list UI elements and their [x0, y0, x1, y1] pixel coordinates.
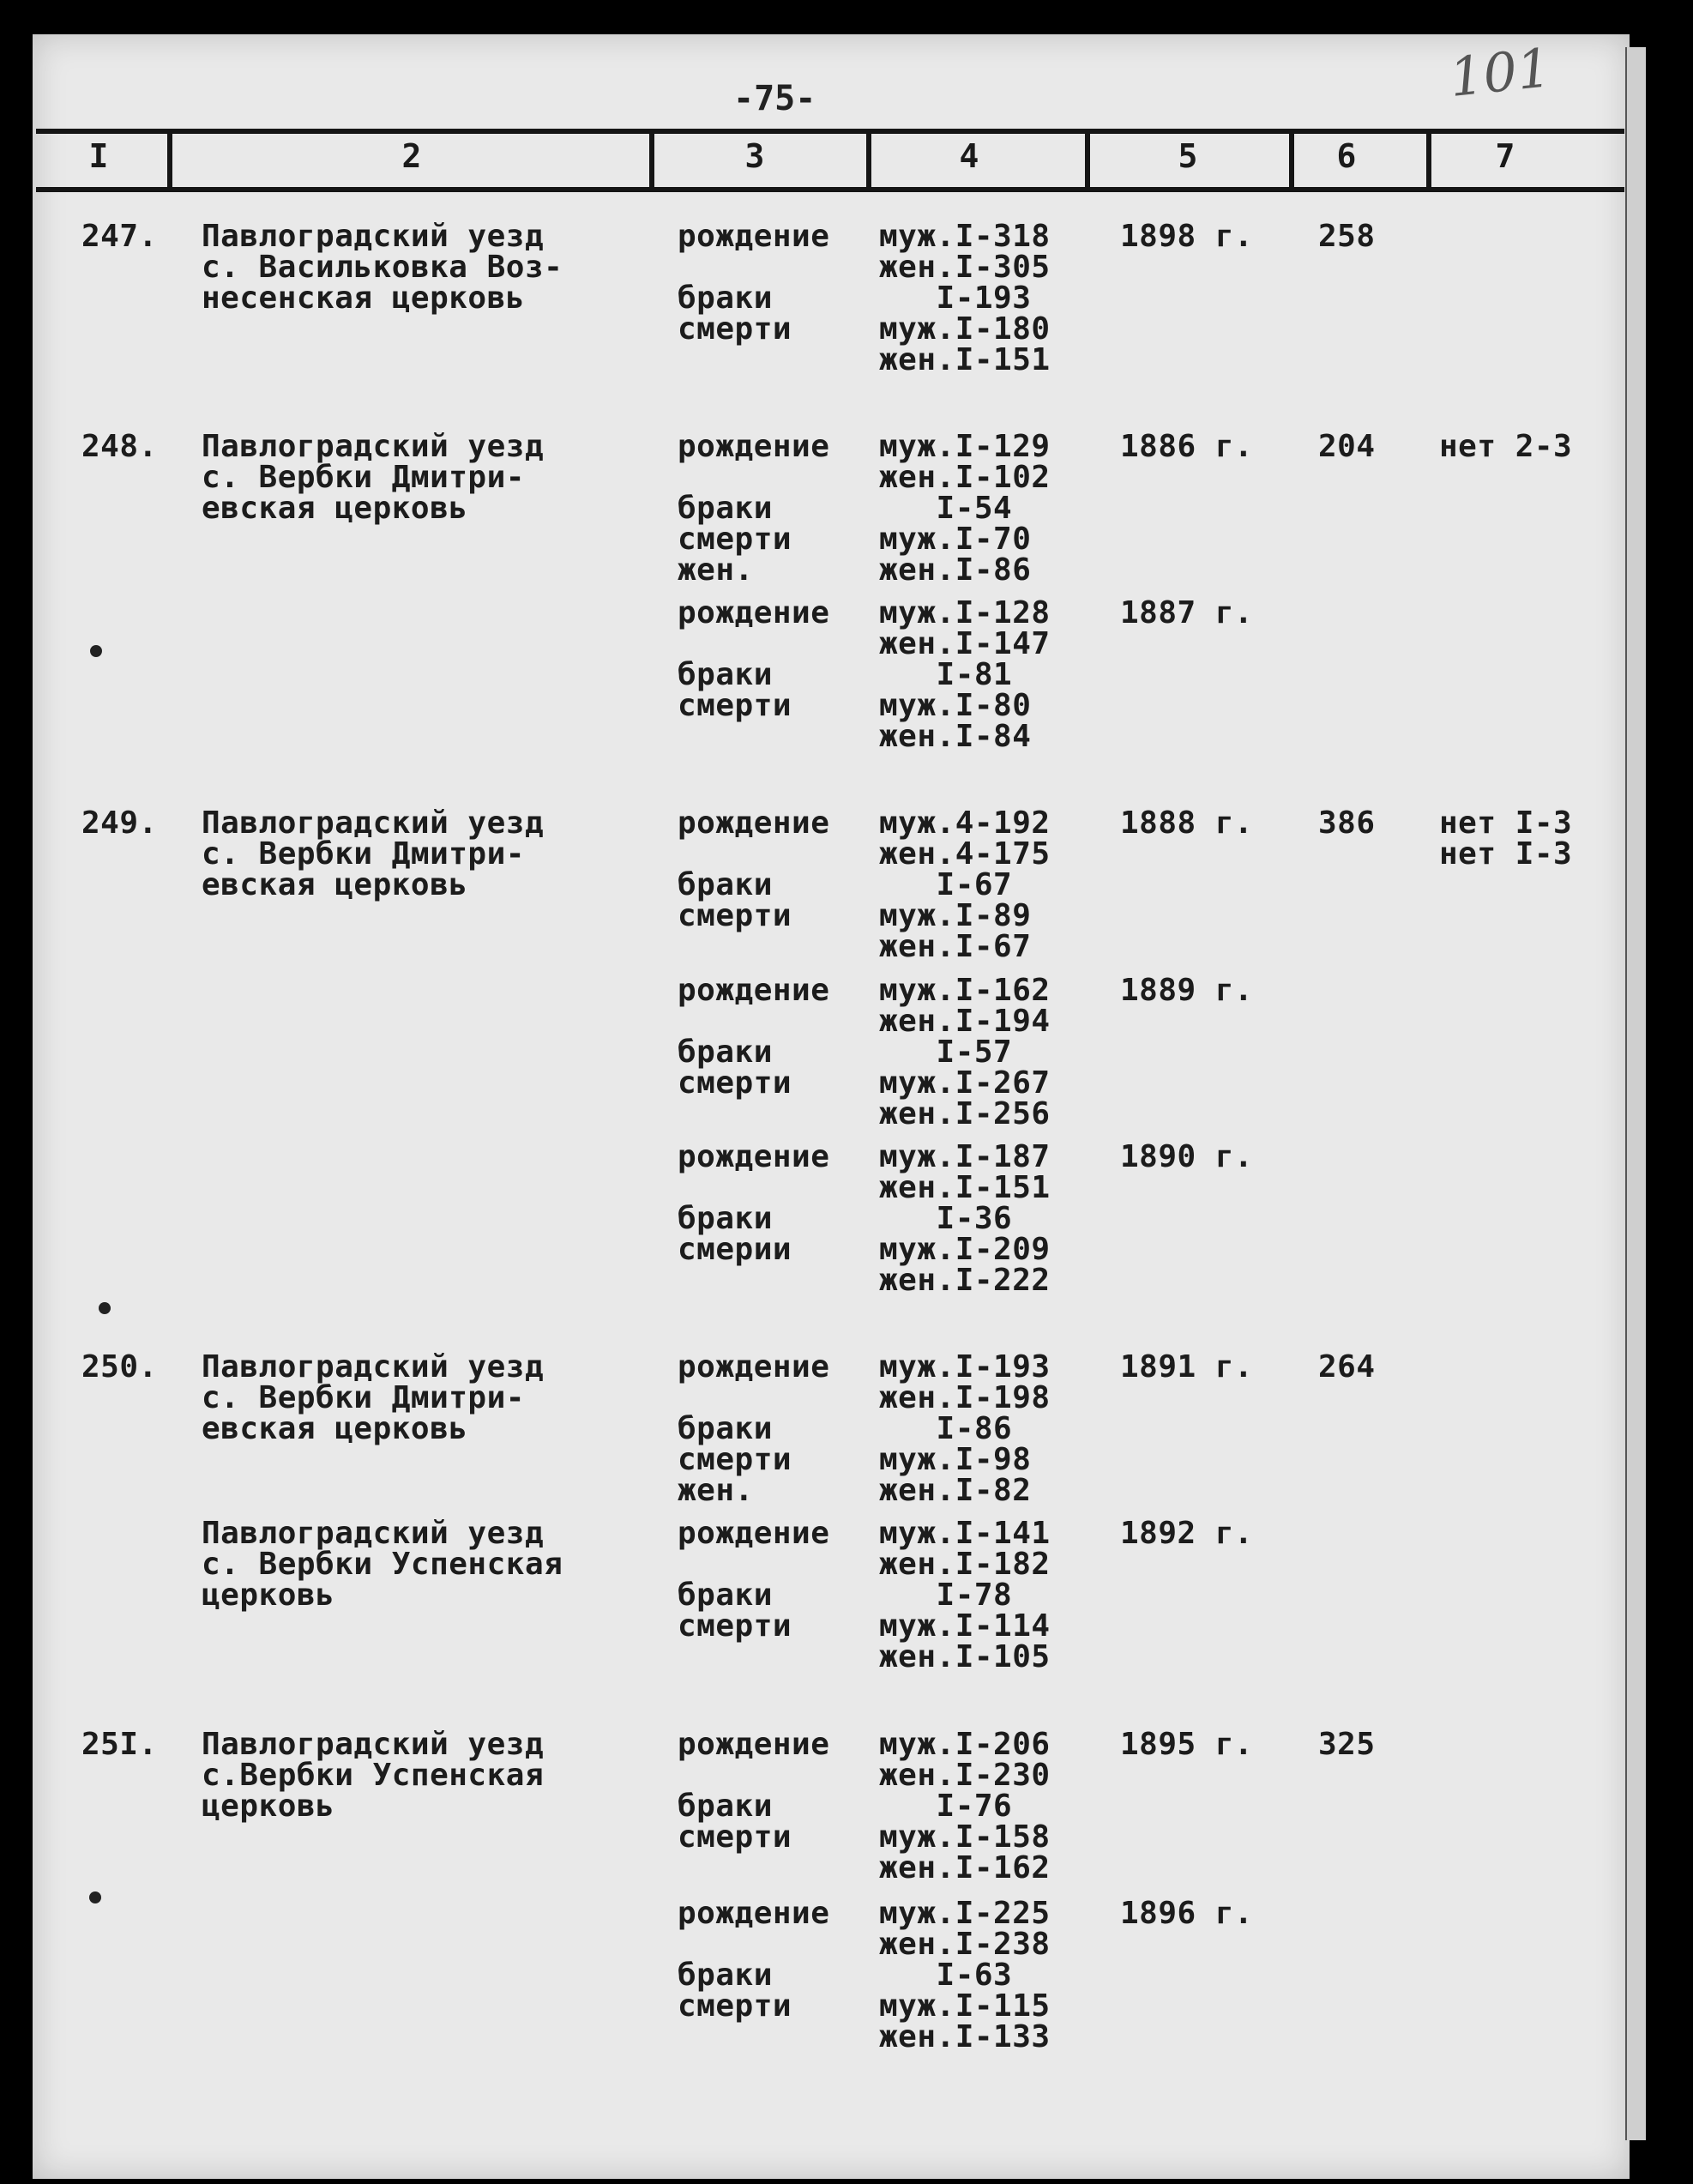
record-count: жен.I-305	[879, 250, 1051, 285]
record-year: 1888 г.	[1120, 805, 1254, 841]
record-count: жен.I-102	[879, 460, 1051, 495]
place-line: Павлоградский уезд	[202, 429, 545, 464]
record-type: браки	[678, 657, 773, 692]
place-line: с. Вербки Успенская	[202, 1547, 563, 1582]
record-type: браки	[678, 1578, 773, 1613]
note: нет I-3	[1439, 805, 1573, 841]
record-year: 1890 г.	[1120, 1139, 1254, 1174]
record-count: I-67	[879, 867, 1013, 902]
record-type: смерти	[678, 522, 792, 557]
place-line: с.Вербки Успенская	[202, 1758, 545, 1793]
record-type: смерти	[678, 311, 792, 347]
place-line: с. Вербки Дмитри-	[202, 460, 525, 495]
row-number: 248.	[81, 429, 158, 464]
record-type: браки	[678, 281, 773, 316]
record-count: I-86	[879, 1411, 1013, 1446]
record-count: муж.I-89	[879, 898, 1032, 933]
place-line: Павлоградский уезд	[202, 1727, 545, 1762]
record-year: 1892 г.	[1120, 1516, 1254, 1551]
page-count: 264	[1318, 1349, 1376, 1385]
record-count: муж.I-187	[879, 1139, 1051, 1174]
column-header-2: 2	[401, 137, 422, 175]
place-line: церковь	[202, 1578, 335, 1613]
place-line: с. Васильковка Воз-	[202, 250, 563, 285]
place-line: церковь	[202, 1789, 335, 1824]
column-header-7: 7	[1495, 137, 1515, 175]
record-count: I-63	[879, 1958, 1013, 1993]
record-count: жен.I-198	[879, 1380, 1051, 1415]
record-type: смерти	[678, 1819, 792, 1855]
row-number: 249.	[81, 805, 158, 841]
place-line: евская церковь	[202, 491, 468, 526]
sheet-number: 101	[1446, 36, 1554, 109]
place-line: Павлоградский уезд	[202, 1349, 545, 1385]
record-count: муж.I-98	[879, 1442, 1032, 1477]
record-type: рождение	[678, 1896, 830, 1931]
record-count: жен.I-151	[879, 342, 1051, 377]
place-line: евская церковь	[202, 1411, 468, 1446]
record-count: муж.I-128	[879, 595, 1051, 630]
header-separator	[649, 129, 654, 189]
top-page-mark: -75-	[733, 79, 816, 118]
record-count: муж.I-114	[879, 1608, 1051, 1644]
record-type: браки	[678, 867, 773, 902]
archive-page	[33, 34, 1630, 2179]
place-line: Павлоградский уезд	[202, 805, 545, 841]
record-count: муж.I-180	[879, 311, 1051, 347]
page-count: 258	[1318, 219, 1376, 254]
record-type: смерти	[678, 898, 792, 933]
page-count: 325	[1318, 1727, 1376, 1762]
record-count: I-36	[879, 1201, 1013, 1236]
page-count: 204	[1318, 429, 1376, 464]
record-year: 1891 г.	[1120, 1349, 1254, 1385]
record-count: муж.4-192	[879, 805, 1051, 841]
record-year: 1895 г.	[1120, 1727, 1254, 1762]
record-count: I-54	[879, 491, 1013, 526]
record-type: браки	[678, 1789, 773, 1824]
record-count: I-81	[879, 657, 1013, 692]
record-count: жен.I-230	[879, 1758, 1051, 1793]
row-number: 25I.	[81, 1727, 158, 1762]
header-top-rule	[36, 129, 1624, 134]
record-type: браки	[678, 1035, 773, 1070]
record-type: рождение	[678, 973, 830, 1008]
record-count: муж.I-115	[879, 1988, 1051, 2024]
record-type: браки	[678, 1201, 773, 1236]
row-number: 247.	[81, 219, 158, 254]
punch-mark	[99, 1302, 111, 1314]
record-year: 1886 г.	[1120, 429, 1254, 464]
record-count: жен.I-67	[879, 929, 1032, 964]
record-type: рождение	[678, 1727, 830, 1762]
note: нет 2-3	[1439, 429, 1573, 464]
record-type: смерти	[678, 1442, 792, 1477]
place-line: с. Вербки Дмитри-	[202, 836, 525, 872]
record-type: рождение	[678, 429, 830, 464]
record-count: I-78	[879, 1578, 1013, 1613]
record-count: муж.I-141	[879, 1516, 1051, 1551]
punch-mark	[90, 645, 102, 657]
column-header-3: 3	[744, 137, 765, 175]
record-count: I-193	[879, 281, 1032, 316]
record-type: рождение	[678, 219, 830, 254]
record-count: муж.I-162	[879, 973, 1051, 1008]
place-line: с. Вербки Дмитри-	[202, 1380, 525, 1415]
row-number: 250.	[81, 1349, 158, 1385]
record-count: муж.I-70	[879, 522, 1032, 557]
record-count: муж.I-206	[879, 1727, 1051, 1762]
record-count: жен.I-238	[879, 1927, 1051, 1962]
place-line: Павлоградский уезд	[202, 1516, 545, 1551]
column-header-1: I	[88, 137, 109, 175]
record-count: жен.I-256	[879, 1096, 1051, 1131]
record-type: жен.	[678, 552, 754, 588]
record-count: жен.I-84	[879, 719, 1032, 754]
header-bottom-rule	[36, 187, 1624, 192]
punch-mark	[89, 1891, 101, 1903]
record-type: рождение	[678, 1349, 830, 1385]
record-count: муж.I-80	[879, 688, 1032, 723]
place-line: евская церковь	[202, 867, 468, 902]
record-count: жен.I-162	[879, 1850, 1051, 1885]
record-count: муж.I-267	[879, 1065, 1051, 1101]
record-type: смерти	[678, 688, 792, 723]
record-count: I-57	[879, 1035, 1013, 1070]
record-type: смерии	[678, 1232, 792, 1267]
record-count: жен.I-194	[879, 1004, 1051, 1039]
record-count: муж.I-158	[879, 1819, 1051, 1855]
header-separator	[1426, 129, 1431, 189]
column-header-5: 5	[1178, 137, 1198, 175]
record-type: рождение	[678, 805, 830, 841]
header-separator	[1085, 129, 1090, 189]
column-header-6: 6	[1336, 137, 1357, 175]
record-count: I-76	[879, 1789, 1013, 1824]
header-separator	[1289, 129, 1294, 189]
record-count: муж.I-193	[879, 1349, 1051, 1385]
record-year: 1889 г.	[1120, 973, 1254, 1008]
record-count: жен.I-133	[879, 2019, 1051, 2054]
note: нет I-3	[1439, 836, 1573, 872]
record-count: жен.I-105	[879, 1639, 1051, 1674]
header-separator	[866, 129, 871, 189]
record-count: жен.I-147	[879, 626, 1051, 661]
record-type: браки	[678, 1958, 773, 1993]
record-type: смерти	[678, 1608, 792, 1644]
record-count: муж.I-318	[879, 219, 1051, 254]
page-edge	[1625, 47, 1646, 2140]
record-year: 1896 г.	[1120, 1896, 1254, 1931]
record-type: смерти	[678, 1065, 792, 1101]
record-type: рождение	[678, 595, 830, 630]
place-line: несенская церковь	[202, 281, 525, 316]
record-type: браки	[678, 491, 773, 526]
record-count: жен.I-82	[879, 1473, 1032, 1508]
page-count: 386	[1318, 805, 1376, 841]
record-count: жен.I-222	[879, 1263, 1051, 1298]
record-type: рождение	[678, 1516, 830, 1551]
record-type: браки	[678, 1411, 773, 1446]
header-separator	[167, 129, 172, 189]
record-type: смерти	[678, 1988, 792, 2024]
record-count: жен.4-175	[879, 836, 1051, 872]
record-count: муж.I-209	[879, 1232, 1051, 1267]
record-type: жен.	[678, 1473, 754, 1508]
place-line: Павлоградский уезд	[202, 219, 545, 254]
record-count: муж.I-129	[879, 429, 1051, 464]
record-type: рождение	[678, 1139, 830, 1174]
record-count: жен.I-182	[879, 1547, 1051, 1582]
record-year: 1887 г.	[1120, 595, 1254, 630]
column-header-4: 4	[959, 137, 979, 175]
record-count: жен.I-151	[879, 1170, 1051, 1205]
record-count: жен.I-86	[879, 552, 1032, 588]
record-count: муж.I-225	[879, 1896, 1051, 1931]
record-year: 1898 г.	[1120, 219, 1254, 254]
